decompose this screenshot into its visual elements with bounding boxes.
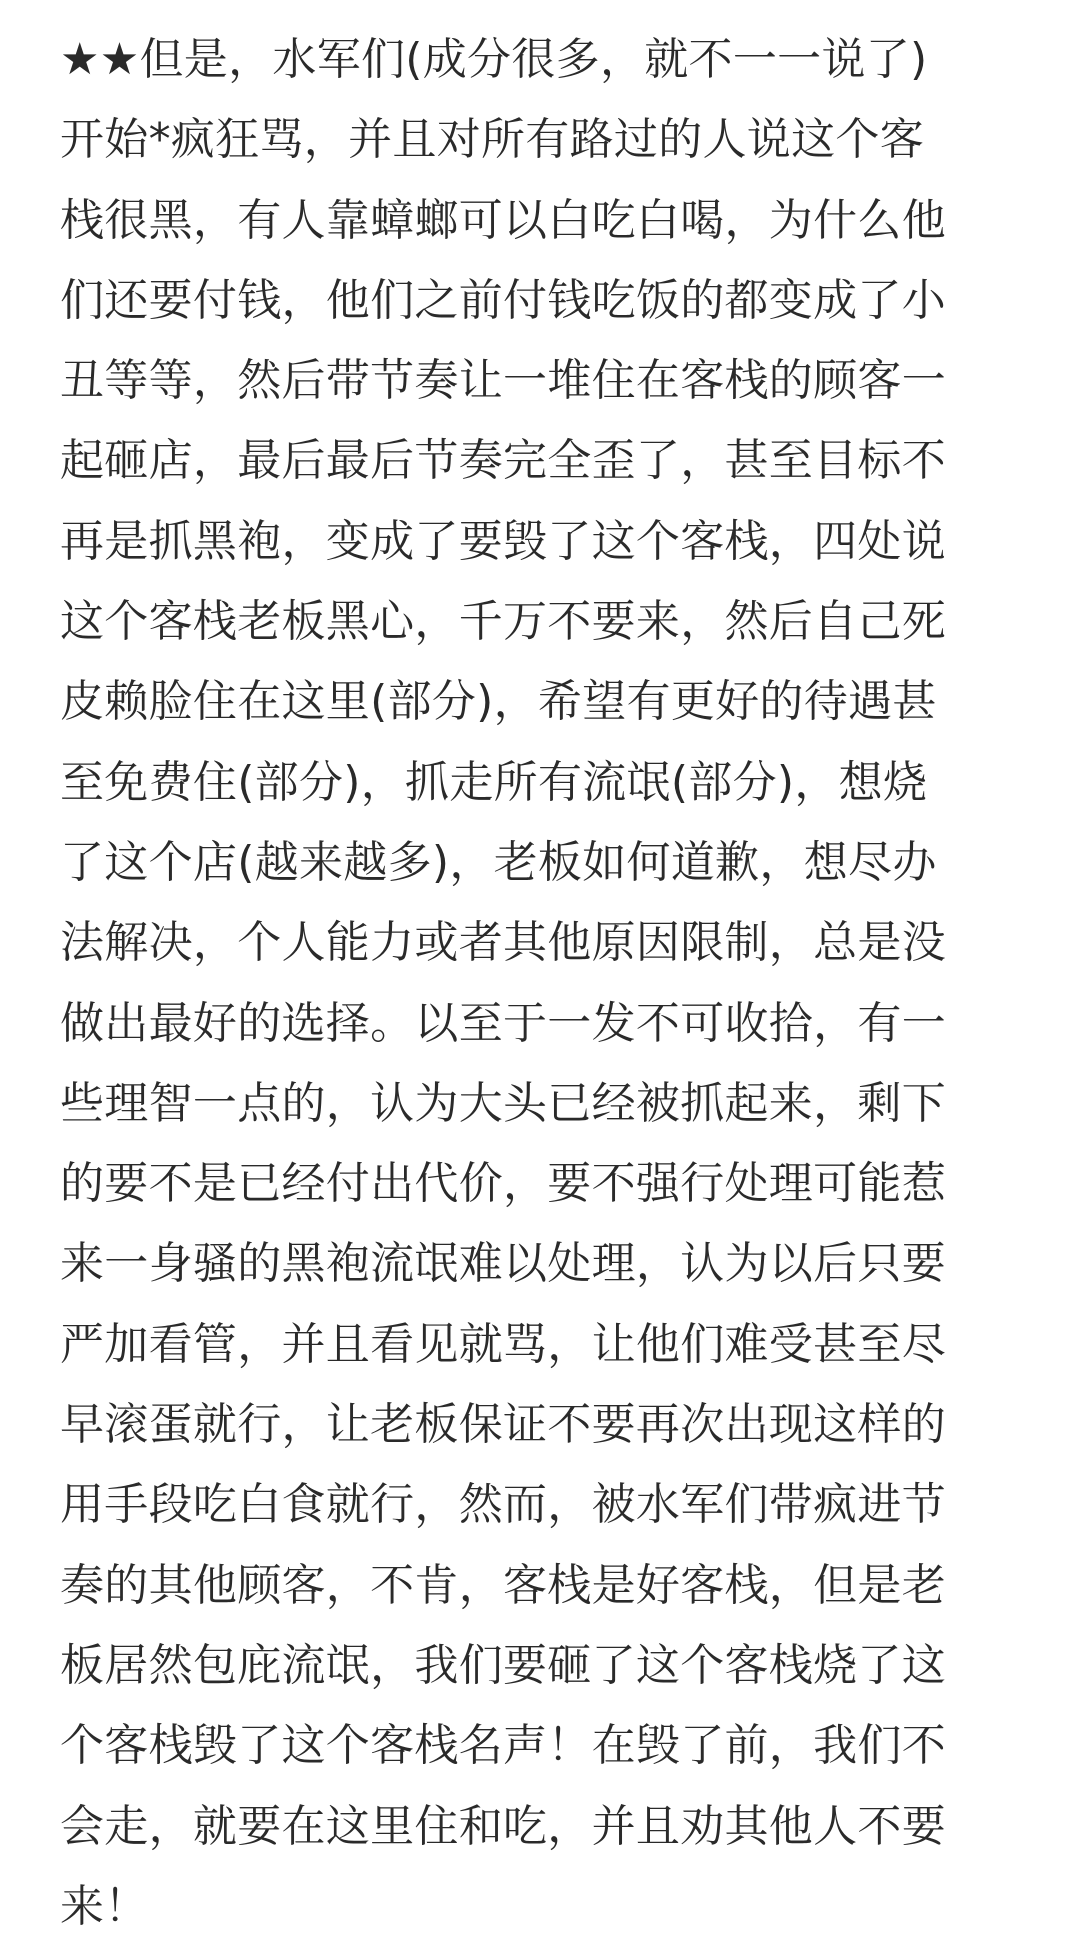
article-text: [60, 20, 1030, 1947]
text-line: 来！: [60, 1880, 149, 1932]
text-line: 做出最好的选择。以至于一发不可收拾，有一: [60, 997, 946, 1049]
text-line: 丑等等，然后带节奏让一堆住在客栈的顾客一: [60, 355, 946, 407]
text-line: 会走，就要在这里住和吃，并且劝其他人不要: [60, 1800, 946, 1852]
text-line: 板居然包庇流氓，我们要砸了这个客栈烧了这: [60, 1639, 946, 1691]
text-line: 个客栈毁了这个客栈名声！在毁了前，我们不: [60, 1720, 946, 1772]
text-line: 皮赖脸住在这里(部分)，希望有更好的待遇甚: [60, 676, 937, 728]
text-line: 开始*疯狂骂，并且对所有路过的人说这个客: [60, 114, 924, 166]
text-line: 奏的其他顾客，不肯，客栈是好客栈，但是老: [60, 1559, 946, 1611]
text-line: 的要不是已经付出代价，要不强行处理可能惹: [60, 1158, 946, 1210]
text-line: ★★但是，水军们(成分很多，就不一一说了): [60, 34, 928, 85]
text-line: 至免费住(部分)，抓走所有流氓(部分)，想烧: [60, 756, 928, 808]
text-line: 再是抓黑袍，变成了要毁了这个客栈，四处说: [60, 515, 946, 567]
text-line: 来一身骚的黑袍流氓难以处理，认为以后只要: [60, 1238, 946, 1290]
text-line: 这个客栈老板黑心，千万不要来，然后自己死: [60, 596, 946, 648]
text-line: 起砸店，最后最后节奏完全歪了，甚至目标不: [60, 435, 946, 487]
text-line: 栈很黑，有人靠蟑螂可以白吃白喝，为什么他: [60, 194, 946, 246]
text-line: 们还要付钱，他们之前付钱吃饭的都变成了小: [60, 274, 946, 326]
text-line: 用手段吃白食就行，然而，被水军们带疯进节: [60, 1479, 946, 1531]
text-line: 些理智一点的，认为大头已经被抓起来，剩下: [60, 1077, 946, 1129]
text-line: 法解决，个人能力或者其他原因限制，总是没: [60, 917, 946, 969]
text-line: 早滚蛋就行，让老板保证不要再次出现这样的: [60, 1399, 946, 1451]
text-line: 了这个店(越来越多)，老板如何道歉，想尽办: [60, 836, 937, 888]
text-line: 严加看管，并且看见就骂，让他们难受甚至尽: [60, 1318, 946, 1370]
